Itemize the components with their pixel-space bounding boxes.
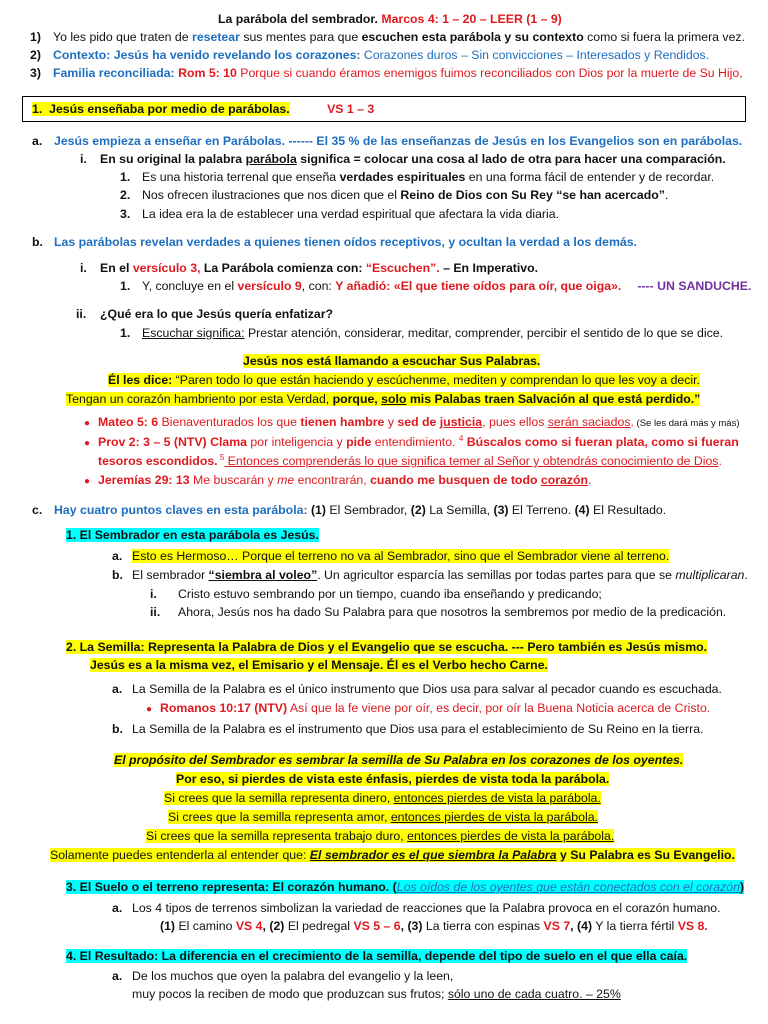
text: 2. La Semilla: Representa la Palabra de Dios y el Evangelio que se escucha. --- Pero también es Jesús mismo. <box>66 640 708 654</box>
section-1-verses: VS 1 – 3 <box>327 102 375 116</box>
text: Esto es Hermoso… Porque el terreno no va al Sembrador, sino que el Sembrador viene al terreno. <box>132 549 670 563</box>
text: Hay cuatro puntos claves en esta parábola: <box>54 503 308 517</box>
text: (2) <box>410 503 426 517</box>
text: mis Palabas traen Salvación al que está perdido.” <box>406 392 701 406</box>
text: . <box>630 415 634 429</box>
text: El sembrador <box>132 568 209 582</box>
verse-number: 5 <box>217 452 225 462</box>
label: a. <box>112 901 123 915</box>
text: Búscalos como si fueran plata, como si fueran <box>463 435 739 449</box>
text: Y, concluye en el <box>142 279 238 293</box>
intro-text: sus mentes para que <box>239 30 362 44</box>
text: Si crees que la semilla representa trabajo duro, <box>146 829 408 843</box>
verse-ref: VS 4 <box>235 919 263 933</box>
verse-ref: versículo 3, <box>132 261 201 275</box>
title-main: La parábola del sembrador. <box>218 12 378 26</box>
label: b. <box>112 722 123 736</box>
point-1-heading <box>66 527 319 543</box>
intro-item-3 <box>30 65 743 81</box>
text: sed de <box>397 415 440 429</box>
text: La Semilla, <box>425 503 494 517</box>
intro-emphasis: escuchen esta parábola y su contexto <box>361 30 584 44</box>
text: El Terreno. <box>508 503 575 517</box>
bullet-icon: ● <box>84 438 91 449</box>
text: en una forma fácil de entender y de recordar. <box>465 170 715 184</box>
text: (1) <box>160 919 176 933</box>
text: justicia <box>439 415 483 429</box>
point-b-i <box>80 260 538 276</box>
highlight-2-line-3 <box>164 790 601 806</box>
verse-ref: Romanos 10:17 (NTV) <box>160 701 288 715</box>
text: . <box>744 568 748 582</box>
verse-ref: VS 7 <box>543 919 571 933</box>
quote: “Escuchen”. <box>365 261 440 275</box>
text: 3. El Suelo o el terreno representa: El corazón humano. ( <box>66 880 397 894</box>
text: tesoros escondidos. <box>98 454 218 468</box>
item-number: 1. <box>120 170 131 184</box>
text: Jesús nos está llamando a escuchar Sus Palabras. <box>243 354 541 368</box>
item-number: 2. <box>120 188 131 202</box>
point-a-i <box>80 151 726 167</box>
point-c <box>32 502 666 518</box>
item-number: 1. <box>120 326 131 340</box>
verse-ref: Jeremías 29: 13 <box>98 473 190 487</box>
highlight-1-line-2 <box>108 372 700 388</box>
text: El camino <box>175 919 236 933</box>
point-b-ii-1 <box>120 325 723 341</box>
underlined-term: Escuchar significa: <box>142 326 245 340</box>
text: En el <box>100 261 133 275</box>
point-b-ii <box>76 306 333 322</box>
text: porque, <box>332 392 378 406</box>
text: significa = colocar una cosa al lado de otra para hacer una comparación. <box>296 152 726 166</box>
text: – En Imperativo. <box>439 261 539 275</box>
text: Nos ofrecen ilustraciones que nos dicen que el <box>142 188 401 202</box>
point-4-a-cont <box>132 986 621 1002</box>
text: Solamente puedes entenderla al entender que: <box>50 848 310 862</box>
text: y Su Palabra es Su Evangelio. <box>556 848 735 862</box>
text: entendimiento. <box>371 435 459 449</box>
page-title <box>218 11 562 27</box>
text: Así que la fe viene por oír, es decir, por oír la Buena Noticia acerca de Cristo. <box>287 701 711 715</box>
verse-ref: VS 5 – 6 <box>353 919 401 933</box>
point-b-text: Las parábolas revelan verdades a quienes tienen oídos receptivos, y ocultan la verdad a los demás. <box>54 235 637 249</box>
intro-item-2 <box>30 47 709 63</box>
text: Los oídos de los oyentes que están conectados con el corazón <box>396 880 740 894</box>
text: La Semilla de la Palabra es el instrumento que Dios usa para el establecimiento de Su Reino en la tierra. <box>132 722 704 736</box>
point-a-label: a. <box>32 134 43 148</box>
roman-label: i. <box>80 261 87 275</box>
point-2-heading-1 <box>66 639 707 655</box>
text: serán saciados <box>547 415 631 429</box>
text: corazón <box>540 473 589 487</box>
highlight-1-line-3 <box>66 391 700 407</box>
label: a. <box>112 682 123 696</box>
intro-context-label: Contexto: Jesús ha venido revelando los corazones: <box>53 48 361 62</box>
highlight-2-line-6 <box>50 847 735 863</box>
text: De los muchos que oyen la palabra del evangelio y la leen, <box>132 969 454 983</box>
sandwich-note: ---- UN SANDUCHE. <box>637 279 752 293</box>
text: , con: <box>301 279 336 293</box>
label: a. <box>112 969 123 983</box>
point-c-label: c. <box>32 503 43 517</box>
text: Me buscarán y <box>189 473 278 487</box>
highlight-2-line-4 <box>168 809 598 825</box>
point-b <box>32 234 637 250</box>
point-1-b-i <box>150 586 602 602</box>
text: , pues ellos <box>482 415 548 429</box>
point-2-a <box>112 681 722 697</box>
point-a <box>32 133 742 149</box>
text: , (4) <box>570 919 593 933</box>
text: Prestar atención, considerar, meditar, comprender, percibir el sentido de lo que se dice. <box>244 326 724 340</box>
text: El sembrador es el que siembra la Palabra <box>309 848 557 862</box>
text: 4. El Resultado: La diferencia en el crecimiento de la semilla, depende del tipo de suelo en el que ella caía. <box>66 949 688 963</box>
text: . <box>588 473 592 487</box>
verse-ref: versículo 9 <box>237 279 302 293</box>
verse-ref: Mateo 5: 6 <box>98 415 159 429</box>
point-a-item-3 <box>120 206 559 222</box>
point-3-heading <box>66 879 744 895</box>
title-reference: Marcos 4: 1 – 20 – LEER (1 – 9) <box>381 12 562 26</box>
text: La Semilla de la Palabra es el único instrumento que Dios usa para salvar al pecador cuando es escuchada. <box>132 682 722 696</box>
text: ¿Qué era lo que Jesús quería enfatizar? <box>100 307 334 321</box>
text: (3) <box>493 503 509 517</box>
text: . Un agricultor esparcía las semillas por todas partes para que se <box>317 568 676 582</box>
text: El propósito del Sembrador es sembrar la semilla de Su Palabra en los corazones de los oyentes. <box>114 753 684 767</box>
roman-label: i. <box>80 152 87 166</box>
label: ii. <box>150 605 161 619</box>
text: tienen hambre <box>300 415 385 429</box>
verse-ref: VS 8. <box>677 919 708 933</box>
intro-context-text: Corazones duros – Sin convicciones – Interesados y Rendidos. <box>360 48 710 62</box>
text: “Paren todo lo que están haciendo y escúchenme, mediten y comprendan lo que les voy a decir. <box>172 373 700 387</box>
highlight-2-line-1 <box>114 752 683 768</box>
point-2-bullet-romanos <box>146 700 710 718</box>
intro-keyword: resetear <box>192 30 240 44</box>
bullet-icon: ● <box>84 418 91 429</box>
text: multiplicaran <box>675 568 745 582</box>
text: cuando me busquen de todo <box>370 473 541 487</box>
text: . <box>718 454 722 468</box>
text: Es una historia terrenal que enseña <box>142 170 340 184</box>
text: Si crees que la semilla representa amor, <box>168 810 391 824</box>
text: Y la tierra fértil <box>592 919 678 933</box>
section-1-heading <box>32 101 374 117</box>
quote: Y añadió: «El que tiene oídos para oír, que oiga». <box>335 279 622 293</box>
text: La tierra con espinas <box>422 919 544 933</box>
intro-verse-ref: Rom 5: 10 <box>174 66 237 80</box>
text: En su original la palabra <box>100 152 246 166</box>
text: pide <box>346 435 372 449</box>
text: Por eso, si pierdes de vista este énfasis, pierdes de vista toda la parábola. <box>176 772 610 786</box>
item-number: 1. <box>120 279 131 293</box>
label: b. <box>112 568 123 582</box>
intro-number: 3) <box>30 66 41 80</box>
text: El pedregal <box>284 919 354 933</box>
text: entonces pierdes de vista la parábola. <box>390 810 598 824</box>
label: i. <box>150 587 157 601</box>
point-a-item-1 <box>120 169 714 185</box>
bullet-proverbios <box>84 434 739 452</box>
intro-number: 2) <box>30 48 41 62</box>
bullet-proverbios-cont <box>98 453 722 469</box>
underlined-word: parábola <box>245 152 297 166</box>
roman-label: ii. <box>76 307 87 321</box>
text: y <box>384 415 398 429</box>
point-1-b-ii <box>150 604 726 620</box>
intro-number: 1) <box>30 30 41 44</box>
point-a-text: Jesús empieza a enseñar en Parábolas. ------ El 35 % de las enseñanzas de Jesús en los Evangelios son en parábolas. <box>54 134 743 148</box>
intro-text: como si fuera la primera vez. <box>583 30 745 44</box>
intro-verse-text: Porque si cuando éramos enemigos fuimos reconciliados con Dios por la muerte de Su Hijo, <box>236 66 743 80</box>
section-1-text: 1. Jesús enseñaba por medio de parábolas. <box>32 102 290 116</box>
point-1-b <box>112 567 748 583</box>
bullet-icon: ● <box>146 704 153 715</box>
text: Tengan un corazón hambriento por esta Verdad, <box>66 392 333 406</box>
text: entonces pierdes de vista la parábola. <box>393 791 601 805</box>
text: La idea era la de establecer una verdad espiritual que afectara la vida diaria. <box>142 207 559 221</box>
text: Entonces comprenderás lo que significa temer al Señor y obtendrás conocimiento de Dios <box>224 454 719 468</box>
text: sólo uno de cada cuatro. – 25% <box>447 987 621 1001</box>
text: Jesús es a la misma vez, el Emisario y el Mensaje. Él es el Verbo hecho Carne. <box>90 658 548 672</box>
item-number: 3. <box>120 207 131 221</box>
point-1-a <box>112 548 669 564</box>
intro-family-label: Familia reconciliada: <box>53 66 175 80</box>
intro-text: Yo les pido que traten de <box>53 30 193 44</box>
highlight-2-line-2 <box>176 771 609 787</box>
text: Cristo estuvo sembrando por un tiempo, cuando iba enseñando y predicando; <box>178 587 602 601</box>
point-b-label: b. <box>32 235 43 249</box>
text: . <box>664 188 669 202</box>
text: solo <box>381 392 407 406</box>
bullet-mateo <box>84 414 740 432</box>
text: , (2) <box>262 919 285 933</box>
text: por inteligencia y <box>246 435 347 449</box>
point-3-list <box>160 918 708 934</box>
text: La Parábola comienza con: <box>200 261 366 275</box>
text: encontrarán, <box>294 473 371 487</box>
label: a. <box>112 549 123 563</box>
text: Bienaventurados los que <box>158 415 301 429</box>
text: El Resultado. <box>589 503 667 517</box>
text: Los 4 tipos de terrenos simbolizan la variedad de reacciones que la Palabra provoca en el corazón humano. <box>132 901 721 915</box>
text: muy pocos la reciben de modo que produzcan sus frutos; <box>132 987 448 1001</box>
text: Él les dice: <box>108 373 173 387</box>
point-4-a <box>112 968 453 984</box>
point-3-a <box>112 900 721 916</box>
verse-number: 4 <box>458 433 464 443</box>
text: “siembra al voleo” <box>208 568 318 582</box>
verse-ref: Prov 2: 3 – 5 (NTV) Clama <box>98 435 247 449</box>
text: Si crees que la semilla representa dinero, <box>164 791 394 805</box>
point-2-heading-2 <box>90 657 548 673</box>
point-4-heading <box>66 948 687 964</box>
emphasis: verdades espirituales <box>339 170 466 184</box>
text: (1) <box>307 503 326 517</box>
intro-item-1 <box>30 29 745 45</box>
emphasis: Reino de Dios con Su Rey “se han acercado” <box>400 188 665 202</box>
side-note: (Se les dará más y más) <box>633 418 740 429</box>
text: El Sembrador, <box>326 503 411 517</box>
bullet-icon: ● <box>84 476 91 487</box>
text: (4) <box>574 503 590 517</box>
bullet-jeremias <box>84 472 591 490</box>
text: ) <box>739 880 745 894</box>
highlight-1-line-1 <box>243 353 540 369</box>
highlight-2-line-5 <box>146 828 614 844</box>
point-b-i-1 <box>120 278 751 294</box>
text: Ahora, Jesús nos ha dado Su Palabra para que nosotros la sembremos por medio de la predicación. <box>178 605 727 619</box>
text: , (3) <box>400 919 423 933</box>
text: entonces pierdes de vista la parábola. <box>407 829 615 843</box>
point-2-b <box>112 721 703 737</box>
point-a-item-2 <box>120 187 668 203</box>
text: me <box>277 473 295 487</box>
text: 1. El Sembrador en esta parábola es Jesús. <box>66 528 319 542</box>
